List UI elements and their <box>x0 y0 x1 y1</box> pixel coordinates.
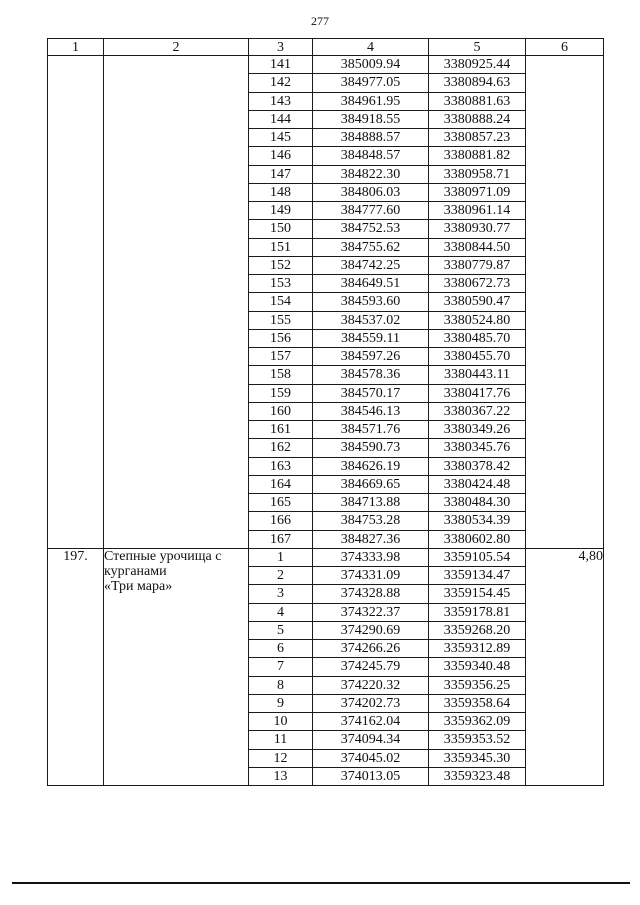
header-row <box>48 39 604 56</box>
coord-y: 3380485.70 <box>429 329 526 347</box>
coord-x: 374245.79 <box>313 658 429 676</box>
coord-x: 374266.26 <box>313 640 429 658</box>
point-number: 162 <box>249 439 313 457</box>
coord-y: 3380424.48 <box>429 475 526 493</box>
coord-x: 384961.95 <box>313 92 429 110</box>
coord-y: 3380881.82 <box>429 147 526 165</box>
point-number: 155 <box>249 311 313 329</box>
object-name-line: курганами <box>104 563 167 579</box>
coord-x: 384752.53 <box>313 220 429 238</box>
coord-y: 3380345.76 <box>429 439 526 457</box>
point-number: 3 <box>249 585 313 603</box>
coord-y: 3380602.80 <box>429 530 526 548</box>
coord-x: 384593.60 <box>313 293 429 311</box>
header-col-4: 4 <box>313 39 429 56</box>
point-number: 152 <box>249 256 313 274</box>
coord-y: 3380888.24 <box>429 110 526 128</box>
coord-x: 384590.73 <box>313 439 429 457</box>
point-number: 166 <box>249 512 313 530</box>
point-number: 8 <box>249 676 313 694</box>
point-number: 142 <box>249 74 313 92</box>
coord-x: 374220.32 <box>313 676 429 694</box>
coord-x: 374290.69 <box>313 621 429 639</box>
point-number: 167 <box>249 530 313 548</box>
point-number: 141 <box>249 56 313 74</box>
coord-x: 374333.98 <box>313 548 429 566</box>
coord-x: 384918.55 <box>313 110 429 128</box>
header-col-1: 1 <box>48 39 104 56</box>
coord-y: 3380925.44 <box>429 56 526 74</box>
coord-x: 384570.17 <box>313 384 429 402</box>
point-number: 158 <box>249 366 313 384</box>
point-number: 160 <box>249 402 313 420</box>
coord-x: 374328.88 <box>313 585 429 603</box>
point-number: 157 <box>249 348 313 366</box>
point-number: 164 <box>249 475 313 493</box>
coord-x: 374162.04 <box>313 713 429 731</box>
coord-y: 3380378.42 <box>429 457 526 475</box>
point-number: 6 <box>249 640 313 658</box>
point-number: 146 <box>249 147 313 165</box>
point-number: 13 <box>249 767 313 785</box>
point-number: 7 <box>249 658 313 676</box>
coord-x: 384742.25 <box>313 256 429 274</box>
coord-x: 384753.28 <box>313 512 429 530</box>
table-row <box>48 548 604 566</box>
coord-y: 3359134.47 <box>429 567 526 585</box>
coord-y: 3380961.14 <box>429 202 526 220</box>
coord-y: 3380894.63 <box>429 74 526 92</box>
page-number: 277 <box>311 14 329 28</box>
coord-y: 3380844.50 <box>429 238 526 256</box>
coord-x: 384669.65 <box>313 475 429 493</box>
coord-x: 384827.36 <box>313 530 429 548</box>
coord-y: 3359358.64 <box>429 694 526 712</box>
point-number: 12 <box>249 749 313 767</box>
object-index: 197. <box>48 548 104 785</box>
coord-y: 3359105.54 <box>429 548 526 566</box>
coord-y: 3380367.22 <box>429 402 526 420</box>
header-col-2: 2 <box>104 39 249 56</box>
coord-y: 3359268.20 <box>429 621 526 639</box>
coord-x: 385009.94 <box>313 56 429 74</box>
point-number: 143 <box>249 92 313 110</box>
coord-y: 3359178.81 <box>429 603 526 621</box>
point-number: 149 <box>249 202 313 220</box>
coord-y: 3380590.47 <box>429 293 526 311</box>
coord-x: 384806.03 <box>313 183 429 201</box>
point-number: 1 <box>249 548 313 566</box>
point-number: 10 <box>249 713 313 731</box>
point-number: 145 <box>249 129 313 147</box>
coord-y: 3380524.80 <box>429 311 526 329</box>
continued-index-cell <box>48 56 104 549</box>
coord-y: 3359345.30 <box>429 749 526 767</box>
coord-x: 374202.73 <box>313 694 429 712</box>
table-row <box>48 56 604 74</box>
coord-x: 374045.02 <box>313 749 429 767</box>
coord-x: 384626.19 <box>313 457 429 475</box>
point-number: 156 <box>249 329 313 347</box>
coord-x: 374331.09 <box>313 567 429 585</box>
object-name <box>104 548 249 785</box>
point-number: 150 <box>249 220 313 238</box>
coord-x: 384546.13 <box>313 402 429 420</box>
object-area: 4,80 <box>526 548 604 785</box>
coord-y: 3380930.77 <box>429 220 526 238</box>
coord-y: 3380857.23 <box>429 129 526 147</box>
coord-y: 3359323.48 <box>429 767 526 785</box>
point-number: 147 <box>249 165 313 183</box>
point-number: 153 <box>249 275 313 293</box>
header-col-5: 5 <box>429 39 526 56</box>
coord-y: 3359154.45 <box>429 585 526 603</box>
continued-name-cell <box>104 56 249 549</box>
coord-y: 3380484.30 <box>429 494 526 512</box>
coord-y: 3380443.11 <box>429 366 526 384</box>
coord-x: 384822.30 <box>313 165 429 183</box>
coord-x: 384578.36 <box>313 366 429 384</box>
coord-y: 3359362.09 <box>429 713 526 731</box>
point-number: 151 <box>249 238 313 256</box>
coord-x: 384755.62 <box>313 238 429 256</box>
point-number: 144 <box>249 110 313 128</box>
coord-y: 3380779.87 <box>429 256 526 274</box>
footer-rule <box>12 882 630 884</box>
coord-y: 3359312.89 <box>429 640 526 658</box>
object-name-line: Степные урочища с <box>104 548 222 564</box>
continued-area-cell <box>526 56 604 549</box>
object-name-line: «Три мара» <box>104 578 173 594</box>
coord-y: 3380672.73 <box>429 275 526 293</box>
coord-y: 3380417.76 <box>429 384 526 402</box>
coord-x: 384571.76 <box>313 421 429 439</box>
header-col-3: 3 <box>249 39 313 56</box>
point-number: 165 <box>249 494 313 512</box>
coordinates-table <box>47 38 604 786</box>
header-col-6: 6 <box>526 39 604 56</box>
point-number: 148 <box>249 183 313 201</box>
coord-y: 3380958.71 <box>429 165 526 183</box>
coord-x: 384888.57 <box>313 129 429 147</box>
coord-y: 3359356.25 <box>429 676 526 694</box>
point-number: 159 <box>249 384 313 402</box>
point-number: 154 <box>249 293 313 311</box>
coord-x: 384537.02 <box>313 311 429 329</box>
point-number: 161 <box>249 421 313 439</box>
coord-x: 374013.05 <box>313 767 429 785</box>
coord-x: 384848.57 <box>313 147 429 165</box>
coord-x: 384777.60 <box>313 202 429 220</box>
coord-y: 3380349.26 <box>429 421 526 439</box>
coord-x: 384649.51 <box>313 275 429 293</box>
coord-x: 384713.88 <box>313 494 429 512</box>
coord-y: 3380881.63 <box>429 92 526 110</box>
coord-x: 384977.05 <box>313 74 429 92</box>
coord-y: 3380971.09 <box>429 183 526 201</box>
coord-y: 3380534.39 <box>429 512 526 530</box>
coord-y: 3380455.70 <box>429 348 526 366</box>
point-number: 163 <box>249 457 313 475</box>
coord-x: 374322.37 <box>313 603 429 621</box>
coord-y: 3359353.52 <box>429 731 526 749</box>
point-number: 4 <box>249 603 313 621</box>
point-number: 2 <box>249 567 313 585</box>
coord-x: 384597.26 <box>313 348 429 366</box>
point-number: 11 <box>249 731 313 749</box>
point-number: 5 <box>249 621 313 639</box>
coord-x: 384559.11 <box>313 329 429 347</box>
coord-y: 3359340.48 <box>429 658 526 676</box>
coord-x: 374094.34 <box>313 731 429 749</box>
point-number: 9 <box>249 694 313 712</box>
